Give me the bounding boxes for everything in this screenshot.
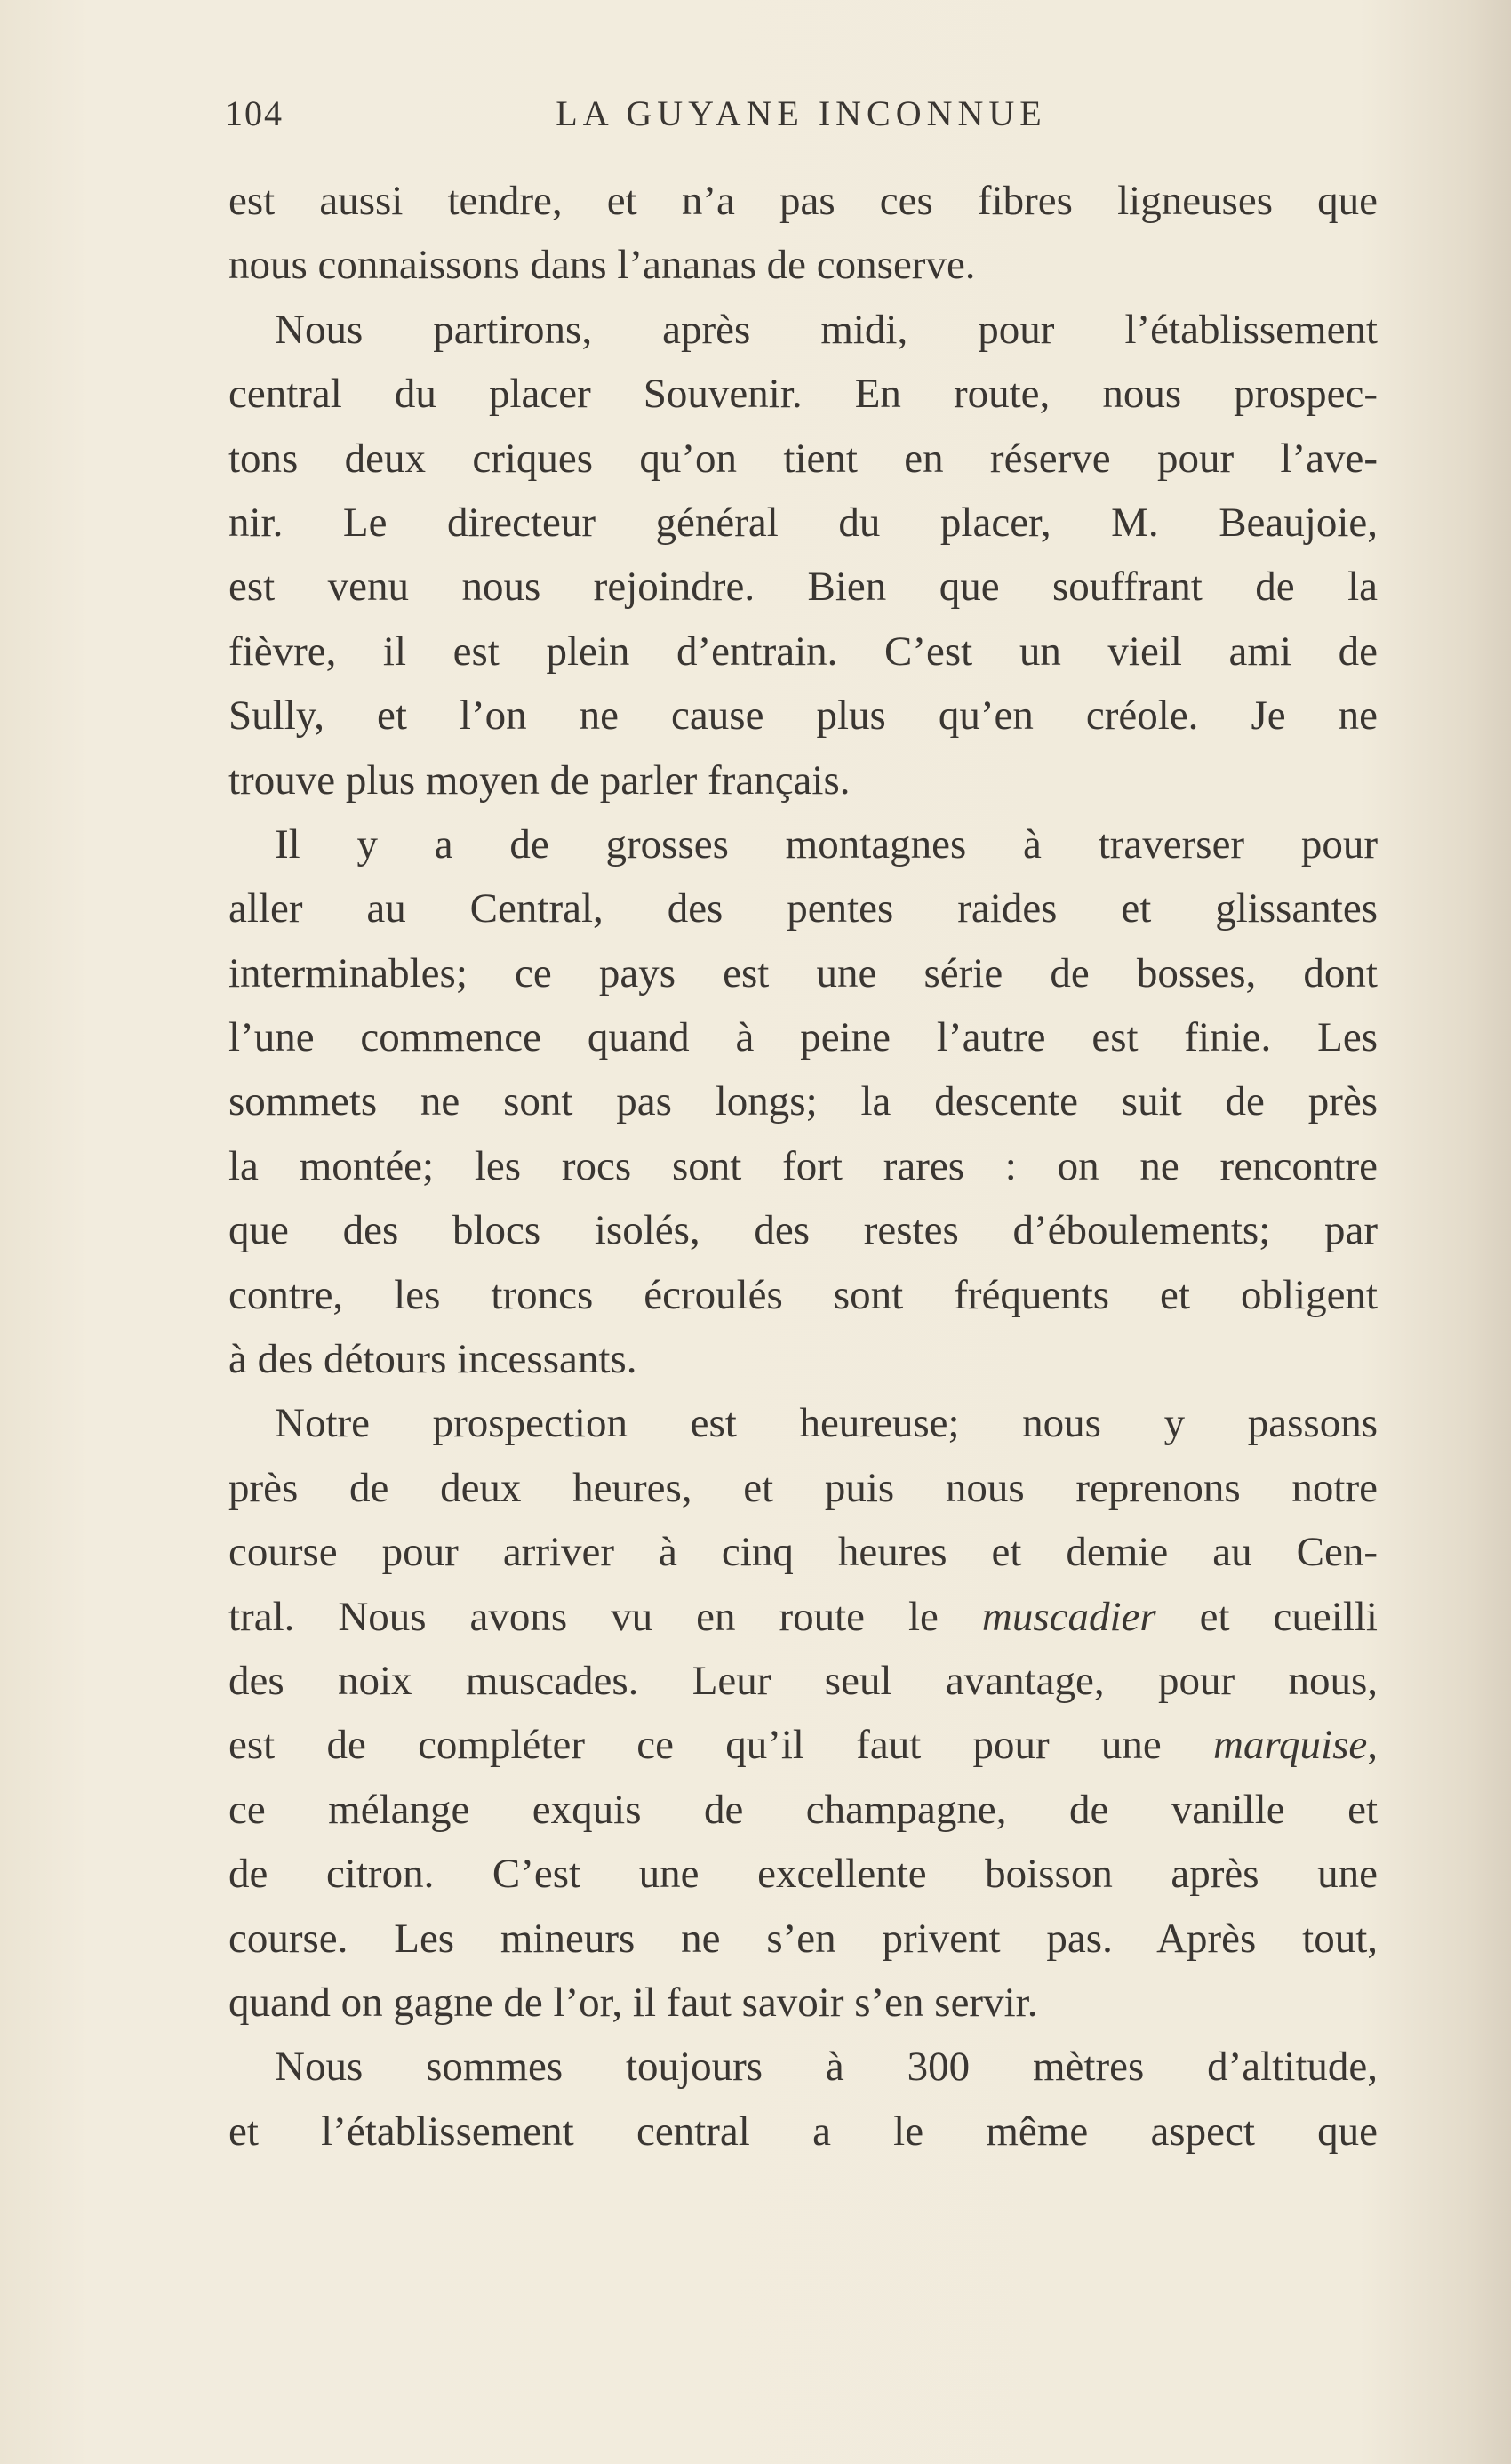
text-line: Sully, et l’on ne cause plus qu’en créole. Je ne	[228, 692, 1378, 740]
text-line: sommets ne sont pas longs; la descente suit de près	[228, 1078, 1378, 1125]
text-segment: tral. Nous avons vu en route le	[228, 1593, 982, 1640]
text-line: des noix muscades. Leur seul avantage, pour nous,	[228, 1657, 1378, 1704]
text-line: et l’établissement central a le même aspect que	[228, 2108, 1378, 2155]
text-segment: ,	[1367, 1722, 1378, 1769]
text-segment: et cueilli	[1155, 1593, 1378, 1640]
text-line: fièvre, il est plein d’entrain. C’est un vieil ami de	[228, 628, 1378, 675]
text-line: aller au Central, des pentes raides et glissantes	[228, 885, 1378, 932]
text-line: ce mélange exquis de champagne, de vanille et	[228, 1786, 1378, 1833]
text-line: central du placer Souvenir. En route, nous prospec-	[228, 371, 1378, 418]
running-title: LA GUYANE INCONNUE	[556, 93, 1047, 133]
text-line: course. Les mineurs ne s’en privent pas. Après tout,	[228, 1915, 1378, 1962]
text-line: Il y a de grosses montagnes à traverser pour	[275, 820, 1378, 868]
text-line: Nous sommes toujours à 300 mètres d’altitude,	[275, 2044, 1378, 2091]
text-line: de citron. C’est une excellente boisson après une	[228, 1851, 1378, 1898]
text-line: quand on gagne de l’or, il faut savoir s’en servir.	[228, 1979, 1038, 2026]
page-number: 104	[225, 93, 284, 133]
text-line: nir. Le directeur général du placer, M. Beaujoie,	[228, 499, 1378, 546]
text-line: trouve plus moyen de parler français.	[228, 756, 851, 804]
text-line: Nous partirons, après midi, pour l’établissement	[275, 306, 1378, 353]
text-line: près de deux heures, et puis nous reprenons notre	[228, 1464, 1378, 1511]
text-line	[228, 1585, 1378, 1649]
text-line: l’une commence quand à peine l’autre est finie. Les	[228, 1014, 1378, 1061]
text-segment: est de compléter ce qu’il faut pour une	[228, 1722, 1214, 1769]
text-line: à des détours incessants.	[228, 1336, 637, 1383]
text-line: contre, les troncs écroulés sont fréquents et obligent	[228, 1271, 1378, 1318]
text-line: est aussi tendre, et n’a pas ces fibres ligneuses que	[228, 178, 1378, 224]
text-line: que des blocs isolés, des restes d’éboulements; par	[228, 1207, 1378, 1254]
text-line: course pour arriver à cinq heures et demie au Cen-	[228, 1529, 1378, 1576]
body-text	[228, 169, 1378, 2164]
text-line: Notre prospection est heureuse; nous y passons	[275, 1400, 1378, 1447]
text-line: est venu nous rejoindre. Bien que souffrant de la	[228, 564, 1378, 611]
text-line: la montée; les rocs sont fort rares : on ne rencontre	[228, 1142, 1378, 1189]
text-line: nous connaissons dans l’ananas de conserve.	[228, 242, 976, 289]
text-line: tons deux criques qu’on tient en réserve pour l’ave-	[228, 435, 1378, 482]
italic-term-muscadier: muscadier	[981, 1593, 1156, 1640]
page-header	[225, 92, 1378, 146]
text-line: interminables; ce pays est une série de bosses, dont	[228, 949, 1378, 996]
italic-term-marquise: marquise	[1213, 1722, 1368, 1769]
text-line	[228, 1713, 1378, 1777]
